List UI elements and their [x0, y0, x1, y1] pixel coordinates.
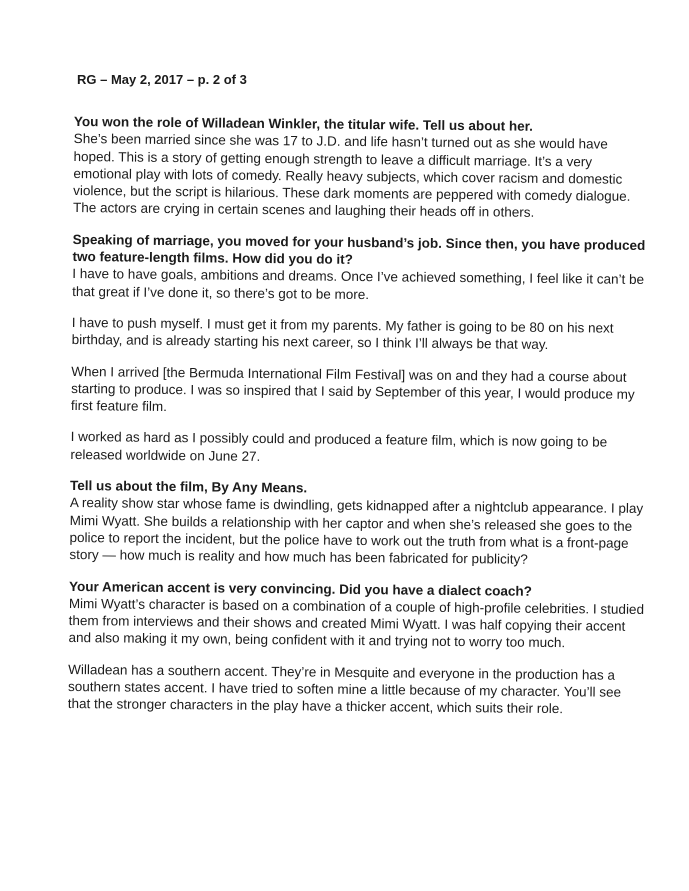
page-header: RG – May 2, 2017 – p. 2 of 3 [77, 72, 247, 87]
answer-paragraph: A reality show star whose fame is dwindling, gets kidnapped after a nightclub appearance. I play Mimi Wyatt. She builds a relationship with her captor and when she’s released she goes to the police to report the incident, but the police have to work out the truth from what is a front-page story — how much is reality and how much has been fabricated for publicity? [69, 495, 644, 568]
interview-body [68, 113, 652, 733]
answer-paragraph: I worked as hard as I possibly could and produced a feature film, which is now going to be released worldwide on June 27. [70, 429, 608, 464]
answer-paragraph: I have to have goals, ambitions and dreams. Once I’ve achieved something, I feel like it can’t be that great if I’ve done it, so there’s got to be more. [72, 266, 645, 302]
qa-section [73, 113, 652, 223]
qa-section [70, 231, 650, 469]
question: Tell us about the film, By Any Means. [70, 478, 308, 496]
answer-paragraph: She’s been married since she was 17 to J.D. and life hasn’t turned out as she would have hoped. This is a story of getting enough strength to leave a difficult marriage. It’s a very emotional play with lots of comedy. Really heavy subjects, which cover racism and domestic violence, but the script is hilarious. These dark moments are peppered with comedy dialogue. The actors are crying in certain scenes and laughing their heads off in others. [72, 131, 631, 221]
question: Your American accent is very convincing. Did you have a dialect coach? [68, 578, 533, 599]
question: You won the role of Willadean Winkler, the titular wife. Tell us about her. [73, 113, 534, 134]
answer-paragraph: Mimi Wyatt’s character is based on a combination of a couple of high-profile celebrities. I studied them from interviews and their shows and created Mimi Wyatt. I was half copying their accent and also making it my own, being confident with it and trying not to worry too much. [68, 595, 645, 651]
question: Speaking of marriage, you moved for your husband’s job. Since then, you have produced two feature-length films. How did you do it? [72, 231, 646, 268]
answer-paragraph: I have to push myself. I must get it from my parents. My father is going to be 80 on his next birthday, and is already starting his next career, so I think I’ll always be that way. [71, 314, 614, 353]
answer-paragraph: Willadean has a southern accent. They’re in Mesquite and everyone in the production has a southern states accent. I have tried to soften mine a little because of my character. You’ll see that the stronger characters in the play have a thicker accent, which suits their role. [67, 661, 622, 717]
qa-section [68, 578, 647, 719]
answer-paragraph: When I arrived [the Bermuda International Film Festival] was on and they had a course about starting to produce. I was so inspired that I said by September of this year, I would produce my first feature film. [70, 363, 635, 415]
qa-section [69, 477, 648, 570]
